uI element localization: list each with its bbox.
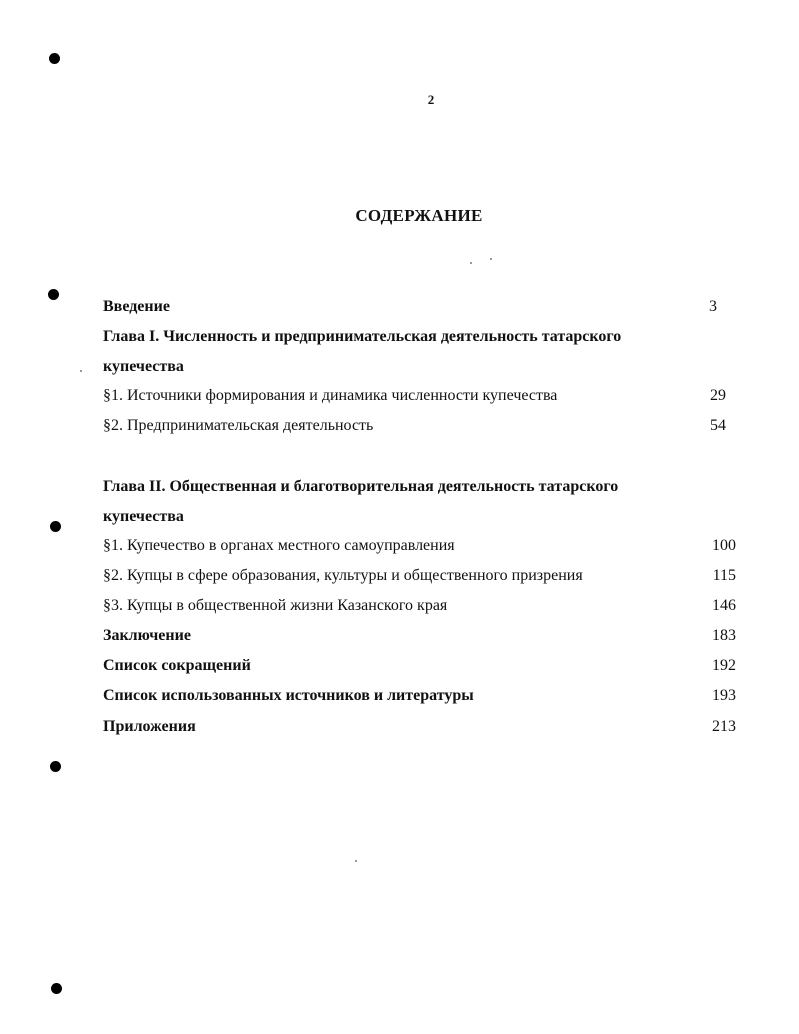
toc-conclusion-page: 183 (712, 627, 736, 644)
toc-ch1-section2-label: §2. Предпринимательская деятельность (103, 417, 374, 434)
toc-ch1-section1-label: §1. Источники формирования и динамика численности купечества (103, 387, 558, 404)
toc-ch2-section3-label: §3. Купцы в общественной жизни Казанского края (103, 597, 448, 614)
toc-intro-page: 3 (709, 298, 717, 315)
toc-ch2-section2-label: §2. Купцы в сфере образования, культуры и общественного призрения (103, 567, 583, 584)
toc-conclusion-label: Заключение (103, 627, 191, 644)
toc-ch2-section1-label: §1. Купечество в органах местного самоуправления (103, 537, 455, 554)
toc-chapter2-title-line1: Глава II. Общественная и благотворительная деятельность татарского (103, 478, 619, 495)
toc-abbreviations-page: 192 (712, 657, 736, 674)
scan-speck (355, 860, 357, 862)
page-number: 2 (427, 92, 435, 107)
toc-appendices-label: Приложения (103, 718, 196, 735)
toc-appendices-page: 213 (712, 718, 736, 735)
scan-speck (80, 370, 82, 372)
binder-hole-3 (50, 521, 61, 532)
toc-sources-label: Список использованных источников и литературы (103, 687, 474, 704)
toc-sources-page: 193 (712, 687, 736, 704)
binder-hole-2 (48, 289, 59, 300)
toc-abbreviations-label: Список сокращений (103, 657, 251, 674)
binder-hole-4 (50, 761, 61, 772)
binder-hole-1 (49, 53, 60, 64)
toc-ch1-section1-page: 29 (710, 387, 726, 404)
toc-intro-label: Введение (103, 298, 170, 315)
toc-chapter2-title-line2: купечества (103, 508, 184, 525)
toc-ch2-section1-page: 100 (712, 537, 736, 554)
scan-speck (490, 258, 492, 260)
page-title: СОДЕРЖАНИЕ (355, 206, 483, 225)
toc-chapter1-title-line2: купечества (103, 358, 184, 375)
toc-chapter1-title-line1: Глава I. Численность и предпринимательская деятельность татарского (103, 328, 622, 345)
toc-ch1-section2-page: 54 (710, 417, 726, 434)
toc-ch2-section3-page: 146 (712, 597, 736, 614)
toc-ch2-section2-page: 115 (712, 567, 736, 584)
scan-speck (470, 262, 472, 264)
binder-hole-5 (51, 983, 62, 994)
